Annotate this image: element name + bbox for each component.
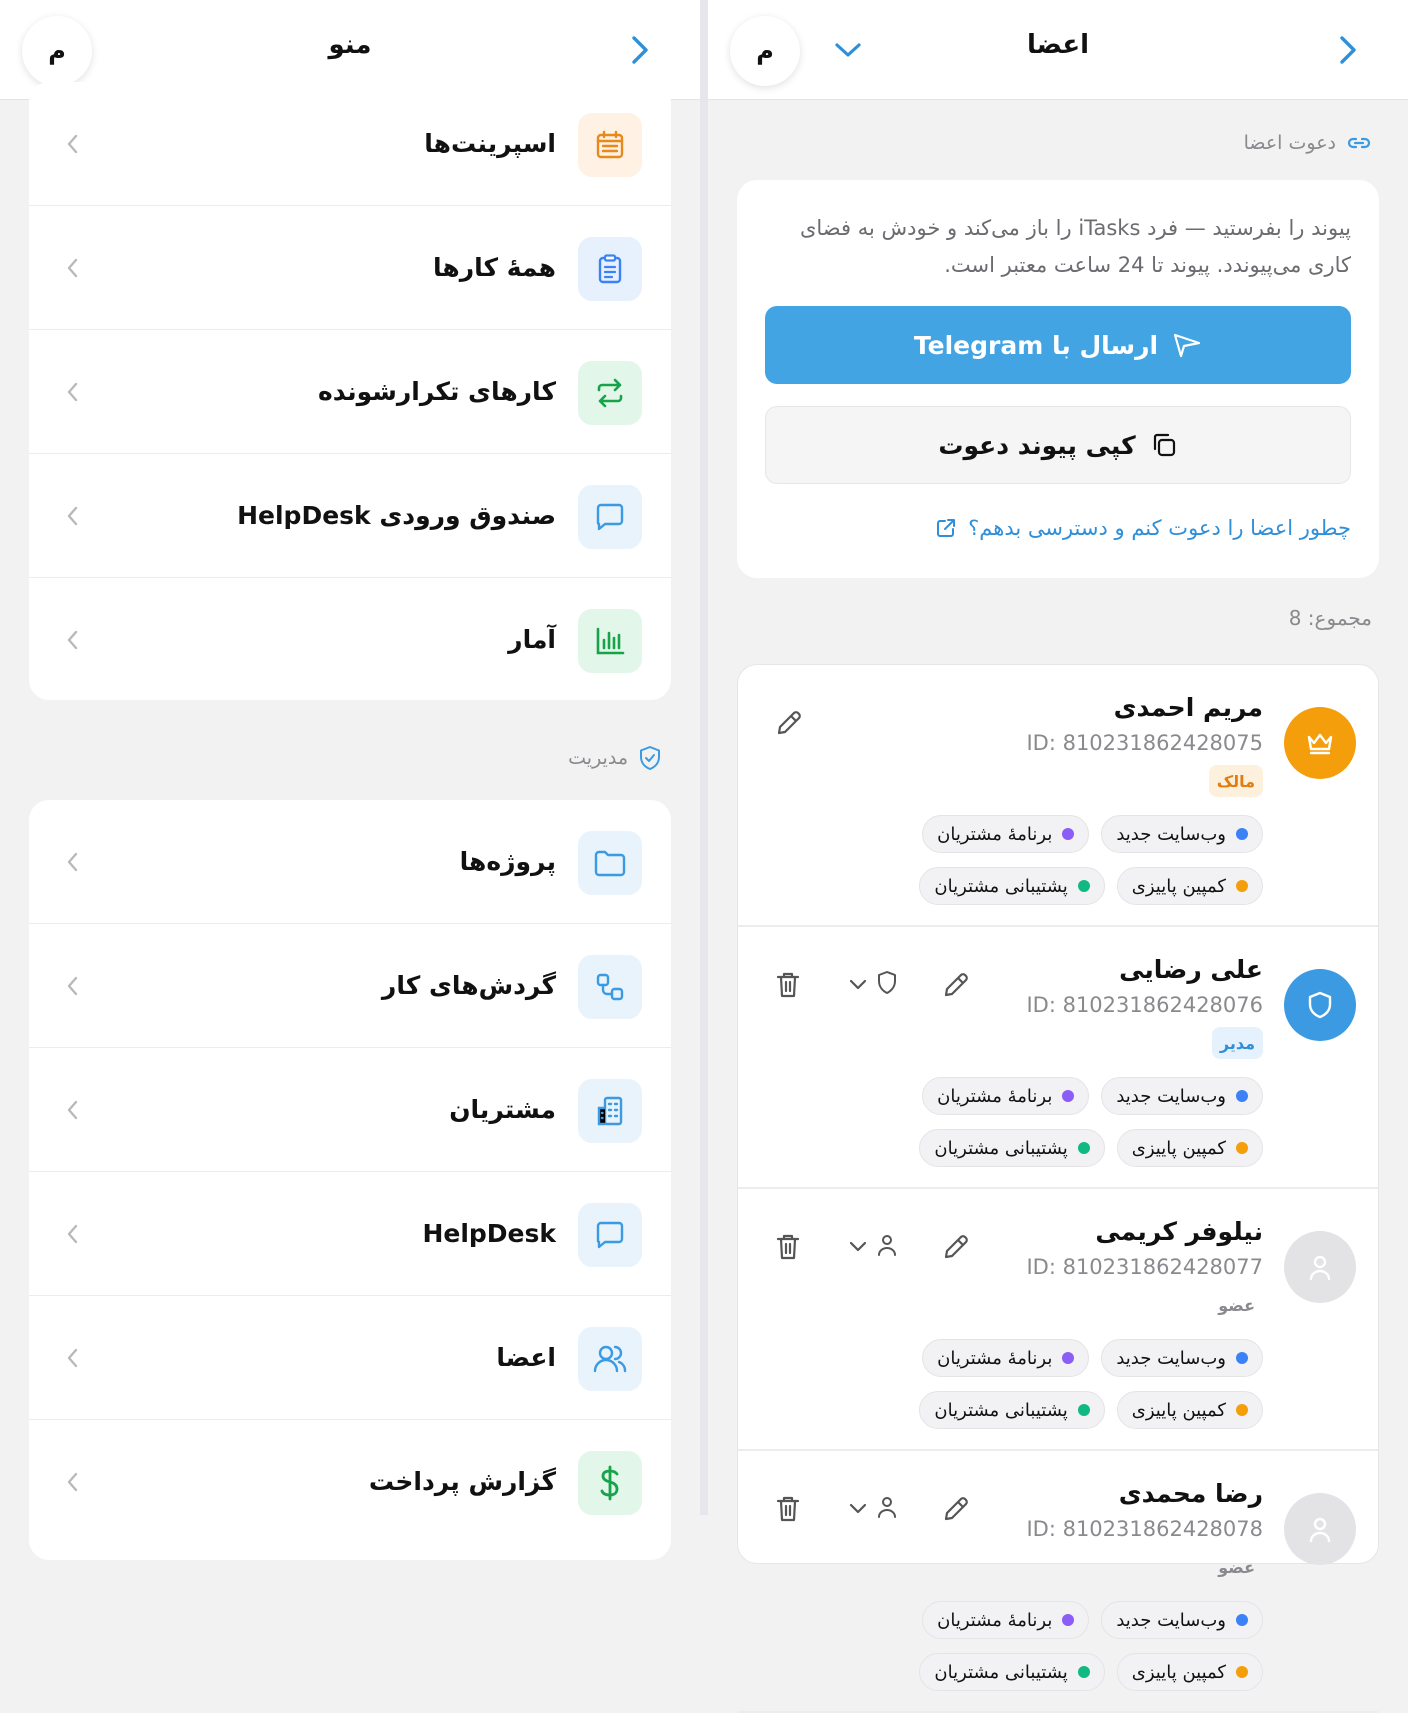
back-button[interactable] — [620, 30, 660, 70]
role-select[interactable] — [838, 1229, 908, 1265]
invite-help-link[interactable] — [934, 516, 1351, 540]
delete-member-button[interactable] — [770, 1491, 806, 1527]
tag-dot — [1236, 1352, 1248, 1364]
tag-dot — [1236, 1404, 1248, 1416]
shield-check-icon — [638, 745, 662, 771]
send-icon — [1172, 331, 1202, 359]
menu-item[interactable] — [29, 82, 671, 206]
member-id: ID: 810231862428078 — [1026, 1517, 1263, 1541]
chevron-left-icon — [64, 132, 80, 156]
member-name: رضا محمدی — [1118, 1479, 1263, 1508]
tag-label: برنامهٔ مشتریان — [937, 823, 1053, 845]
project-tag — [922, 815, 1089, 853]
tag-label: برنامهٔ مشتریان — [937, 1609, 1053, 1631]
member-row — [738, 665, 1378, 927]
menu-item[interactable] — [29, 454, 671, 578]
member-avatar — [1284, 707, 1356, 779]
menu-screen — [0, 0, 700, 1515]
project-tag — [922, 1077, 1089, 1115]
edit-member-button[interactable] — [938, 967, 974, 1003]
member-avatar — [1284, 969, 1356, 1041]
members-list — [737, 664, 1379, 1683]
chat-icon — [578, 1203, 642, 1267]
project-tag — [922, 1339, 1089, 1377]
menu-item[interactable] — [29, 1420, 671, 1544]
page-title: اعضا — [1026, 30, 1090, 60]
chevron-left-icon — [64, 850, 80, 874]
member-avatar — [1284, 1493, 1356, 1565]
invite-description: پیوند را بفرستید — فرد iTasks را باز می‌کند و خودش به فضای کاری می‌پیوندد. پیوند تا 24 ساعت معتبر است. — [799, 216, 1351, 277]
member-tags — [863, 1339, 1263, 1429]
tag-label: وب‌سایت جدید — [1116, 823, 1226, 845]
role-badge: عضو — [1218, 1557, 1255, 1577]
send-telegram-label: ارسال با Telegram — [913, 330, 1159, 360]
members-total: مجموع: 8 — [1288, 606, 1372, 630]
user-icon — [876, 1494, 898, 1524]
member-id: ID: 810231862428076 — [1026, 993, 1263, 1017]
admin-section-header — [568, 745, 662, 771]
role-badge: مدیر — [1212, 1027, 1263, 1059]
chevron-down-icon — [848, 1238, 868, 1257]
invite-section-header — [1244, 132, 1372, 154]
tag-dot — [1236, 1090, 1248, 1102]
member-id: ID: 810231862428075 — [1026, 731, 1263, 755]
project-tag — [1101, 1077, 1263, 1115]
role-select[interactable] — [838, 1491, 908, 1527]
member-row — [738, 1451, 1378, 1713]
member-avatar — [1284, 1231, 1356, 1303]
project-tag — [919, 867, 1104, 905]
invite-card — [737, 180, 1379, 578]
tag-dot — [1062, 828, 1074, 840]
edit-member-button[interactable] — [938, 1491, 974, 1527]
project-tag — [922, 1601, 1089, 1639]
clipboard-icon — [578, 237, 642, 301]
chevron-right-icon — [1337, 35, 1359, 65]
dollar-icon — [578, 1451, 642, 1515]
project-tag — [919, 1391, 1104, 1429]
members-screen — [708, 0, 1408, 1683]
tag-dot — [1236, 1614, 1248, 1626]
menu-item-label: آمار — [508, 625, 556, 654]
tag-label: پشتیبانی مشتریان — [934, 1399, 1068, 1421]
avatar-letter: م — [48, 37, 66, 65]
project-tag — [1117, 1129, 1263, 1167]
screen-divider — [700, 0, 708, 1515]
member-row — [738, 1189, 1378, 1451]
dropdown-button[interactable] — [828, 30, 868, 70]
project-tag — [1117, 1653, 1263, 1691]
shield-icon — [876, 970, 898, 1000]
delete-member-button[interactable] — [770, 967, 806, 1003]
menu-item-label: اعضا — [496, 1343, 556, 1372]
copy-icon — [1150, 431, 1178, 459]
member-name: علی رضایی — [1119, 955, 1263, 984]
role-badge: عضو — [1218, 1295, 1255, 1315]
profile-avatar-button[interactable] — [730, 16, 800, 86]
crown-icon — [1305, 730, 1335, 756]
menu-item[interactable] — [29, 330, 671, 454]
project-tag — [919, 1129, 1104, 1167]
chevron-left-icon — [64, 628, 80, 652]
profile-avatar-button[interactable] — [22, 16, 92, 86]
menu-item-label: HelpDesk — [422, 1219, 556, 1248]
tag-label: کمپین پاییزی — [1131, 875, 1226, 897]
menu-item[interactable] — [29, 800, 671, 924]
external-link-icon — [934, 516, 958, 540]
copy-invite-label: کپی پیوند دعوت — [938, 430, 1136, 460]
tag-label: برنامهٔ مشتریان — [937, 1085, 1053, 1107]
tag-dot — [1078, 1142, 1090, 1154]
project-tag — [1101, 1339, 1263, 1377]
chevron-left-icon — [64, 1346, 80, 1370]
tag-label: وب‌سایت جدید — [1116, 1085, 1226, 1107]
main-menu-card — [29, 82, 671, 700]
chat-icon — [578, 485, 642, 549]
send-telegram-button[interactable] — [765, 306, 1351, 384]
menu-item-label: صندوق ورودی HelpDesk — [237, 501, 556, 530]
admin-menu-card — [29, 800, 671, 1560]
tag-dot — [1062, 1352, 1074, 1364]
menu-item-label: کارهای تکرارشونده — [318, 377, 556, 406]
member-tags — [863, 1077, 1263, 1167]
menu-item-label: پروژه‌ها — [459, 847, 556, 876]
menu-item[interactable] — [29, 1048, 671, 1172]
tag-dot — [1236, 1666, 1248, 1678]
project-tag — [1117, 867, 1263, 905]
building-icon — [578, 1079, 642, 1143]
role-select[interactable] — [838, 967, 908, 1003]
repeat-icon — [578, 361, 642, 425]
chevron-right-icon — [629, 35, 651, 65]
member-id: ID: 810231862428077 — [1026, 1255, 1263, 1279]
menu-item-label: همهٔ کارها — [433, 253, 556, 282]
tag-label: برنامهٔ مشتریان — [937, 1347, 1053, 1369]
tag-label: کمپین پاییزی — [1131, 1661, 1226, 1683]
invite-section-label: دعوت اعضا — [1243, 132, 1336, 154]
avatar-letter: م — [756, 37, 774, 65]
tag-dot — [1236, 880, 1248, 892]
edit-member-button[interactable] — [771, 705, 807, 741]
tag-label: پشتیبانی مشتریان — [934, 1661, 1068, 1683]
menu-item[interactable] — [29, 924, 671, 1048]
role-badge: مالک — [1209, 765, 1263, 797]
tag-label: کمپین پاییزی — [1131, 1137, 1226, 1159]
help-link-label: چطور اعضا را دعوت کنم و دسترسی بدهم؟ — [968, 516, 1351, 540]
project-tag — [919, 1653, 1104, 1691]
user-icon — [876, 1232, 898, 1262]
menu-item-label: اسپرینت‌ها — [424, 129, 556, 158]
chevron-left-icon — [64, 380, 80, 404]
page-title: منو — [328, 30, 372, 60]
tag-dot — [1078, 880, 1090, 892]
member-tags — [863, 1601, 1263, 1691]
member-name: نیلوفر کریمی — [1095, 1217, 1263, 1246]
chevron-left-icon — [64, 1222, 80, 1246]
menu-item-label: گردش‌های کار — [381, 971, 556, 1000]
menu-item-label: مشتریان — [449, 1095, 556, 1124]
tag-label: پشتیبانی مشتریان — [934, 1137, 1068, 1159]
member-tags — [863, 815, 1263, 905]
chevron-left-icon — [64, 256, 80, 280]
chevron-left-icon — [64, 1470, 80, 1494]
bar-chart-icon — [578, 609, 642, 673]
tag-label: پشتیبانی مشتریان — [934, 875, 1068, 897]
project-tag — [1101, 1601, 1263, 1639]
member-name: مریم احمدی — [1113, 693, 1263, 722]
menu-item[interactable] — [29, 206, 671, 330]
tag-dot — [1062, 1090, 1074, 1102]
edit-member-button[interactable] — [938, 1229, 974, 1265]
shield-icon — [1307, 990, 1333, 1020]
user-icon — [1307, 1514, 1333, 1544]
menu-item[interactable] — [29, 1296, 671, 1420]
tag-dot — [1236, 1142, 1248, 1154]
users-icon — [578, 1327, 642, 1391]
menu-item-label: گزارش پرداخت — [368, 1467, 556, 1496]
chevron-down-icon — [848, 1500, 868, 1519]
admin-section-label: مدیریت — [568, 747, 628, 769]
copy-invite-link-button[interactable] — [765, 406, 1351, 484]
member-row — [738, 927, 1378, 1189]
tag-dot — [1078, 1404, 1090, 1416]
chevron-left-icon — [64, 1098, 80, 1122]
tag-label: وب‌سایت جدید — [1116, 1609, 1226, 1631]
chevron-down-icon — [848, 976, 868, 995]
folder-icon — [578, 831, 642, 895]
tag-label: کمپین پاییزی — [1131, 1399, 1226, 1421]
link-icon — [1346, 133, 1372, 153]
project-tag — [1101, 815, 1263, 853]
menu-item[interactable] — [29, 578, 671, 702]
delete-member-button[interactable] — [770, 1229, 806, 1265]
calendar-icon — [578, 113, 642, 177]
chevron-down-icon — [834, 41, 862, 59]
back-button[interactable] — [1328, 30, 1368, 70]
members-header — [708, 0, 1408, 100]
chevron-left-icon — [64, 974, 80, 998]
tag-dot — [1236, 828, 1248, 840]
tag-dot — [1078, 1666, 1090, 1678]
user-icon — [1307, 1252, 1333, 1282]
project-tag — [1117, 1391, 1263, 1429]
workflow-icon — [578, 955, 642, 1019]
menu-item[interactable] — [29, 1172, 671, 1296]
chevron-left-icon — [64, 504, 80, 528]
tag-label: وب‌سایت جدید — [1116, 1347, 1226, 1369]
tag-dot — [1062, 1614, 1074, 1626]
